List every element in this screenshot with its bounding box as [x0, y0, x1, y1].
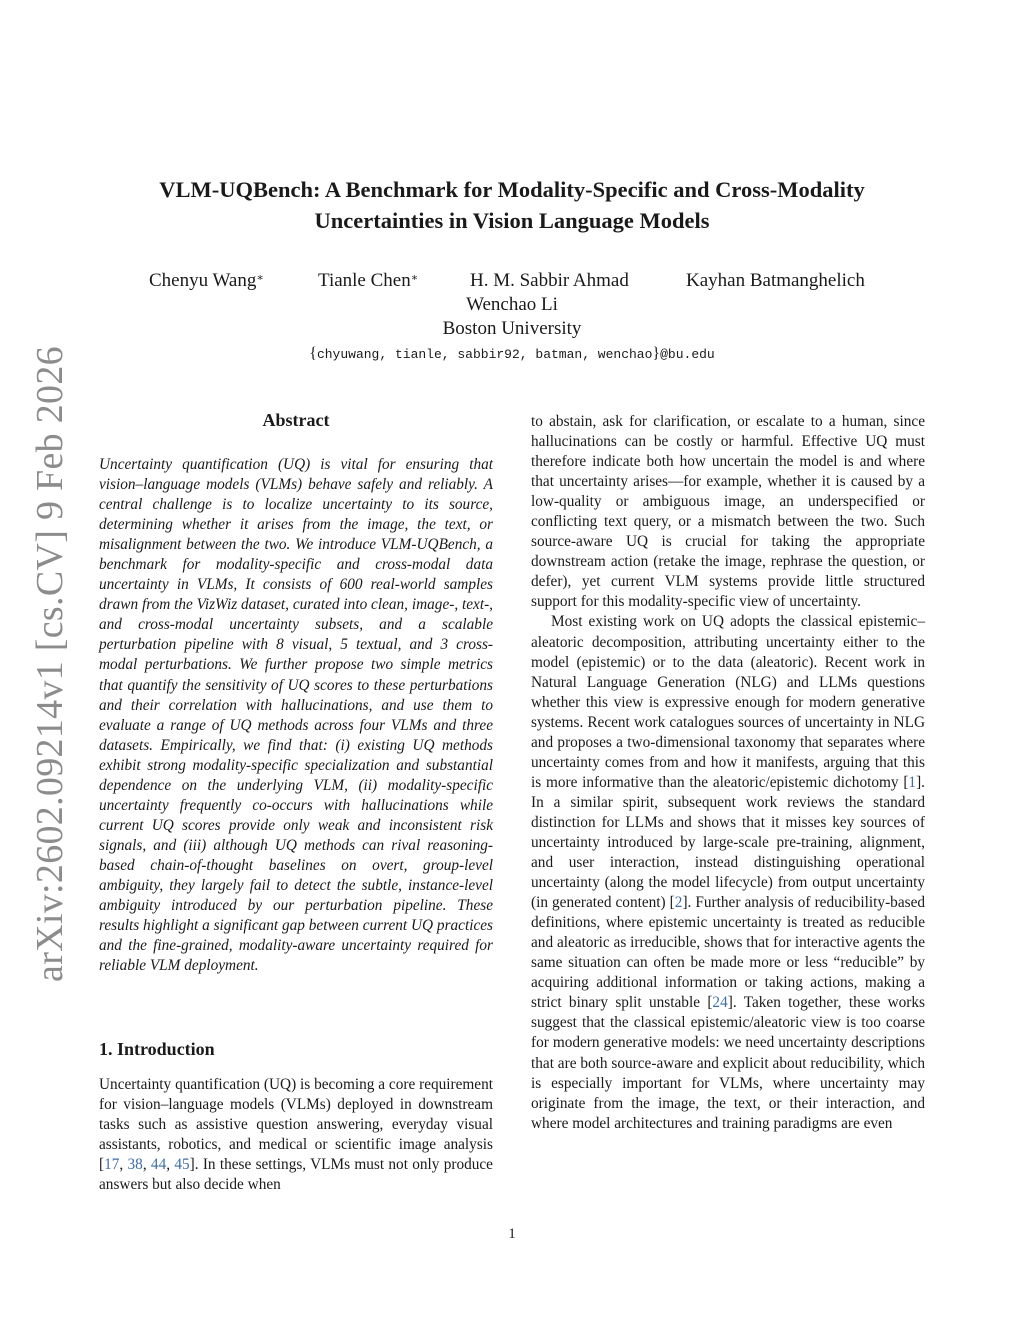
citation-link[interactable]: 17 — [104, 1156, 120, 1174]
citation-link[interactable]: 24 — [712, 994, 728, 1012]
citation-link[interactable]: 1 — [908, 773, 917, 791]
section-heading-introduction: 1. Introduction — [99, 1039, 215, 1059]
citation-link[interactable]: 45 — [174, 1156, 190, 1174]
author-emails: {chyuwang, tianle, sabbir92, batman, wenchao}@bu.edu — [309, 345, 715, 362]
introduction-paragraph-2: Most existing work on UQ adopts the classical epistemic–aleatoric decomposition, attributing uncertainty either to the model (epistemic) or to the data (aleatoric). Recent work in Natural Language Generation (NLG) and LLMs questions whether this view is expressive enough for modern generative systems. Recent work catalogues sources of uncertainty in NLG and proposes a two-dimensional taxonomy that separates where uncertainty comes from and how it manifests, arguing that this is more informative than the aleatoric/epistemic dichotomy [1]. In a similar spirit, subsequent work reviews the standard distinction for LLMs and shows that it misses key sources of uncertainty introduced by large-scale pre-training, alignment, and user interaction, instead distinguishing operational uncertainty (along the model lifecycle) from output uncertainty (in generated content) [2]. Further analysis of reducibility-based definitions, where epistemic uncertainty is treated as reducible and aleatoric as irreducible, shows that for interactive agents the same situation can often be made more or less “reducible” by acquiring additional information or taking actions, making a strict binary split unstable [24]. Taken together, these works suggest that the classical epistemic/aleatoric view is too coarse for modern generative models: we need uncertainty descriptions that are both source-aware and explicit about reducibility, which is especially important for VLMs, where uncertainty may originate from the image, the text, or their interaction, and where model architectures and training paradigms are even — [531, 613, 926, 1132]
arxiv-identifier-stamp: arXiv:2602.09214v1 [cs.CV] 9 Feb 2026 — [29, 346, 71, 982]
author-name: Wenchao Li — [466, 294, 558, 315]
right-column — [531, 412, 925, 1134]
title-line-1: VLM-UQBench: A Benchmark for Modality-Specific and Cross-Modality — [159, 177, 865, 202]
author-name: H. M. Sabbir Ahmad — [470, 270, 629, 291]
citation-link[interactable]: 38 — [127, 1156, 143, 1174]
title-line-2: Uncertainties in Vision Language Models — [314, 208, 710, 233]
abstract-body — [99, 455, 493, 976]
affiliation: Boston University — [442, 318, 582, 339]
introduction-paragraph-1-continued: to abstain, ask for clarification, or escalate to a human, since hallucinations can be costly or harmful. Effective UQ must therefore indicate both how uncertain the model is and where that uncertainty arises—for example, whether it is caused by a low-quality or ambiguous image, an underspecified or conflicting text query, or a mismatch between the two. Such source-aware UQ is crucial for taking the appropriate downstream action (retake the image, rephrase the question, or defer), yet current VLM systems provide little structured support for this modality-specific view of uncertainty. — [531, 413, 925, 611]
abstract-text: Uncertainty quantification (UQ) is vital for ensuring that vision–language models (VLMs) behave safely and reliably. A central challenge is to localize uncertainty to its source, determining whether it arises from the image, the text, or misalignment between the two. We introduce VLM-UQBench, a benchmark for modality-specific and cross-modal data uncertainty in VLMs, It consists of 600 real-world samples drawn from the VizWiz dataset, curated into clean, image-, text-, and cross-modal uncertainty subsets, and a scalable perturbation pipeline with 8 visual, 5 textual, and 3 cross-modal perturbations. We further propose two simple metrics that quantify the sensitivity of UQ scores to these perturbations and their correlation with hallucinations, and use them to evaluate a range of UQ methods across four VLMs and three datasets. Empirically, we find that: (i) existing UQ methods exhibit strong modality-specific specialization and substantial dependence on the underlying VLM, (ii) modality-specific uncertainty frequently co-occurs with hallucinations while current UQ scores provide only weak and inconsistent risk signals, and (iii) although UQ methods can rival reasoning-based chain-of-thought baselines on overt, group-level ambiguity, they largely fail to detect the subtle, instance-level ambiguity introduced by our perturbation pipeline. These results highlight a significant gap between current UQ practices and the fine-grained, modality-aware uncertainty required for reliable VLM deployment. — [99, 456, 493, 975]
author-name: Kayhan Batmanghelich — [686, 270, 865, 291]
page-number: 1 — [508, 1226, 516, 1242]
author-list — [100, 270, 924, 296]
abstract-heading: Abstract — [262, 410, 330, 430]
citation-link[interactable]: 44 — [150, 1156, 167, 1174]
introduction-paragraph-1: Uncertainty quantification (UQ) is becoming a core requirement for vision–language models (VLMs) deployed in downstream tasks such as assistive question answering, everyday visual assistants, robotics, and medical or scientific image analysis [17, 38, 44, 45]. In these settings, VLMs must not only produce answers but also decide when — [99, 1076, 493, 1194]
author-name: Tianle Chen∗ — [318, 270, 419, 291]
citation-link[interactable]: 2 — [674, 894, 683, 912]
paper-title — [100, 174, 924, 236]
author-name: Chenyu Wang∗ — [149, 270, 264, 291]
